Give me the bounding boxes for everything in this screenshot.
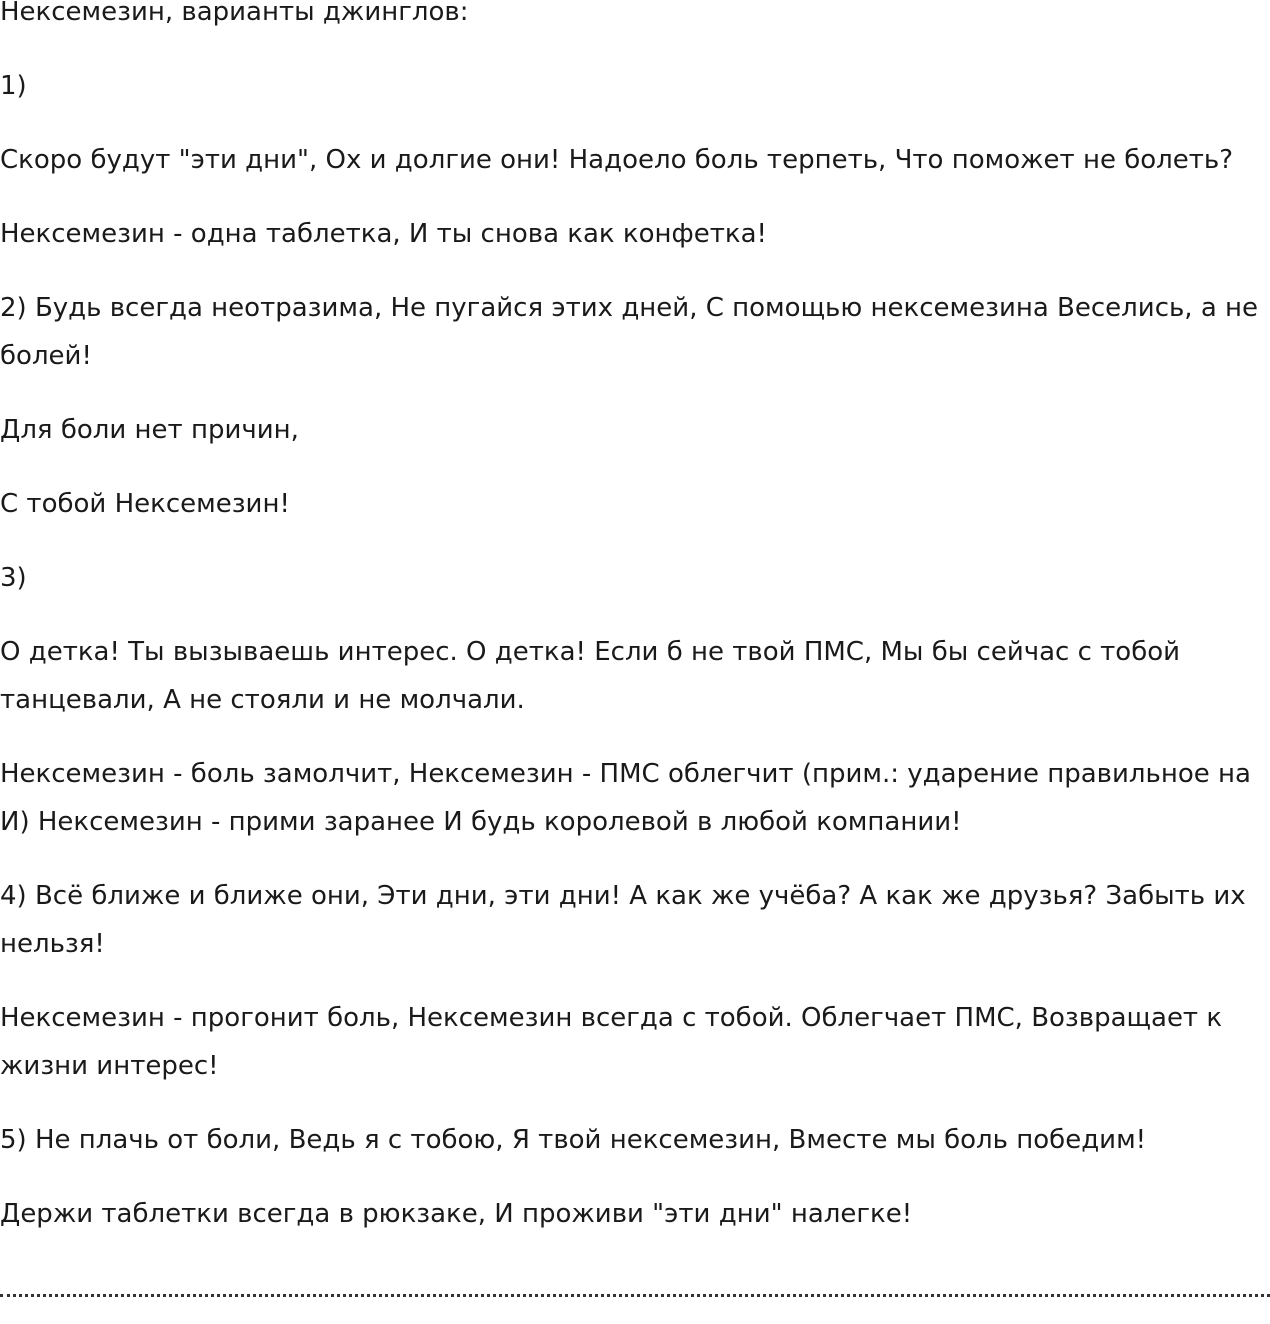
jingle-number-1: 1)	[0, 71, 27, 101]
jingle-4-verse: 4) Всё ближе и ближе они, Эти дни, эти дни! А как же учёба? А как же друзья? Забыть их нельзя!	[0, 881, 1246, 959]
jingle-number-3: 3)	[0, 563, 27, 593]
document-heading: Нексемезин, варианты джинглов:	[0, 0, 469, 27]
jingle-1-chorus: Нексемезин - одна таблетка, И ты снова как конфетка!	[0, 219, 767, 249]
jingle-2-verse: 2) Будь всегда неотразима, Не пугайся этих дней, С помощью нексемезина Веселись, а не болей!	[0, 293, 1259, 371]
jingle-2-line-2: С тобой Нексемезин!	[0, 489, 290, 519]
jingle-3-chorus: Нексемезин - боль замолчит, Нексемезин - ПМС облегчит (прим.: ударение правильное на И) Нексемезин - прими заранее И будь королевой в любой компании!	[0, 759, 1251, 837]
jingle-5-chorus: Держи таблетки всегда в рюкзаке, И проживи "эти дни" налегке!	[0, 1199, 913, 1229]
jingle-4-chorus: Нексемезин - прогонит боль, Нексемезин всегда с тобой. Облегчает ПМС, Возвращает к жизни интерес!	[0, 1003, 1223, 1081]
jingle-2-line-1: Для боли нет причин,	[0, 415, 299, 445]
jingle-1-verse: Скоро будут "эти дни", Ох и долгие они! Надоело боль терпеть, Что поможет не болеть?	[0, 145, 1234, 175]
jingle-5-verse: 5) Не плачь от боли, Ведь я с тобою, Я твой нексемезин, Вместе мы боль победим!	[0, 1125, 1147, 1155]
jingle-3-verse: О детка! Ты вызываешь интерес. О детка! Если б не твой ПМС, Мы бы сейчас с тобой танцевали, А не стояли и не молчали.	[0, 637, 1181, 715]
dotted-divider	[0, 1294, 1270, 1297]
